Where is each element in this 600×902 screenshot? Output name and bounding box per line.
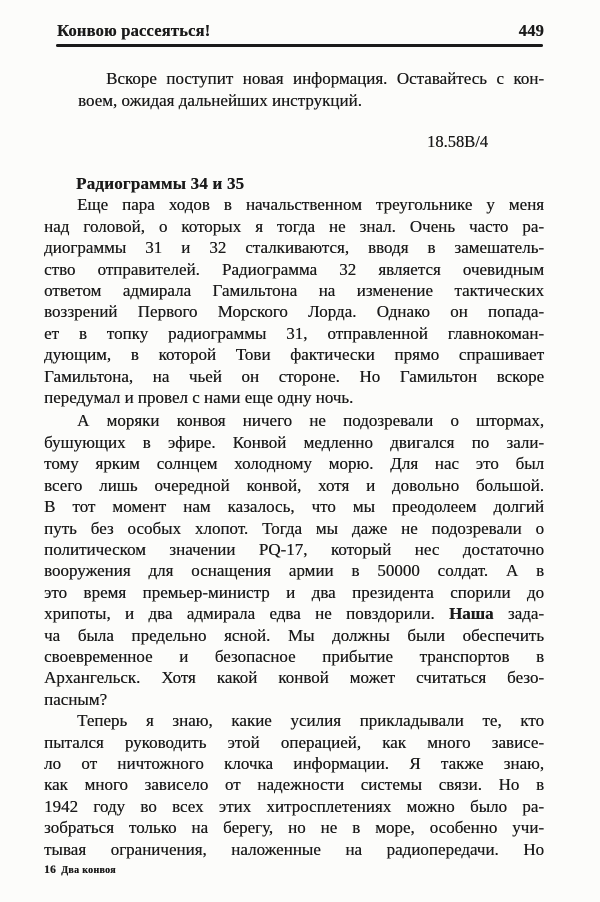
paragraph-2 <box>44 410 544 710</box>
text-line: диограммы 31 и 32 сталкиваются, вводя в замешатель- <box>44 238 544 258</box>
text-line: А моряки конвоя ничего не подозревали о штормах, <box>77 411 544 431</box>
page-number: 449 <box>518 21 544 40</box>
text-line: ответом адмирала Гамильтона на изменение тактических <box>44 281 544 301</box>
text-line: Вскоре поступит новая информация. Оставайтесь с кон- <box>106 69 544 88</box>
text-run: зада- <box>493 604 544 624</box>
text-line: передумал и провел с нами еще одну ночь. <box>44 388 354 408</box>
text-line: своевременное и безопасное прибытие транспортов в <box>44 646 544 666</box>
text-line: зобраться только на берегу, но не в море, особенно учи- <box>44 818 544 838</box>
paragraph-1 <box>44 194 544 408</box>
text-line: Теперь я знаю, какие усилия прикладывали те, кто <box>77 711 544 731</box>
text-line: ло от ничтожного клочка информации. Я также знаю, <box>44 753 544 773</box>
text-line: воззрений Первого Морского Лорда. Однако он попада- <box>44 302 544 322</box>
text-line: ча была предельно ясной. Мы должны были обеспечить <box>44 625 544 645</box>
running-header <box>44 0 544 41</box>
text-line: воем, ожидая дальнейших инструкций. <box>78 91 362 110</box>
text-line: пытался руководить этой операцией, как много зависе- <box>44 732 544 752</box>
text-line: политическом значении PQ-17, который нес достаточно <box>44 539 544 559</box>
text-line: как много зависело от надежности системы связи. Но в <box>44 775 544 795</box>
text-line: В тот момент нам казалось, что мы преодолеем долгий <box>44 497 544 517</box>
text-run: хрипоты, и два адмирала едва не повздорили. <box>44 604 449 624</box>
text-line: всего лишь очередной конвой, хотя и довольно большой. <box>44 475 544 495</box>
text-line: ство отправителей. Радиограмма 32 является очевидным <box>44 259 544 279</box>
text-line: над головой, о которых я тогда не знал. Очень часто ра- <box>44 216 544 236</box>
text-line: дующим, в которой Тови фактически прямо спрашивает <box>44 345 544 365</box>
text-line: Архангельск. Хотя какой конвой может считаться безо- <box>44 668 544 688</box>
print-signature-footer <box>44 863 544 878</box>
text-line: путь без особых хлопот. Тогда мы даже не подозревали о <box>44 518 544 538</box>
header-rule <box>56 44 543 47</box>
text-line: тывая ограничения, наложенные на радиопередачи. Но <box>44 839 544 859</box>
running-title: Конвою рассеяться! <box>57 21 211 40</box>
text-line <box>44 603 544 624</box>
text-line: 1942 году во всех этих хитросплетениях можно было ра- <box>44 796 544 816</box>
text-line: бушующих в эфире. Конвой медленно двигался по зали- <box>44 432 544 452</box>
text-line: пасным? <box>44 689 108 709</box>
text-line: Гамильтона, на чьей он стороне. Но Гамильтон вскоре <box>44 366 544 386</box>
text-line: тому ярким солнцем холодному морю. Для нас это был <box>44 454 544 474</box>
bold-text-run: Наша <box>448 604 494 624</box>
section-heading: Радиограммы 34 и 35 <box>76 174 245 193</box>
text-line: это время премьер-министр и два президента спорили до <box>44 582 544 602</box>
paragraph-2-part-a <box>44 410 544 603</box>
sheet-number: 16 <box>44 864 57 876</box>
paragraph-2-part-b <box>44 625 544 711</box>
text-line: Еще пара ходов в начальственном треугольнике у меня <box>77 195 544 215</box>
radiogram-quote <box>78 68 544 112</box>
paragraph-3 <box>44 710 544 860</box>
radiogram-timestamp: 18.58В/4 <box>427 132 488 151</box>
text-line: ет в топку радиограммы 31, отправленной главнокоман- <box>44 323 544 343</box>
text-line: вооружения для оснащения армии в 50000 солдат. А в <box>44 561 544 581</box>
book-title: Два конвоя <box>61 865 116 876</box>
